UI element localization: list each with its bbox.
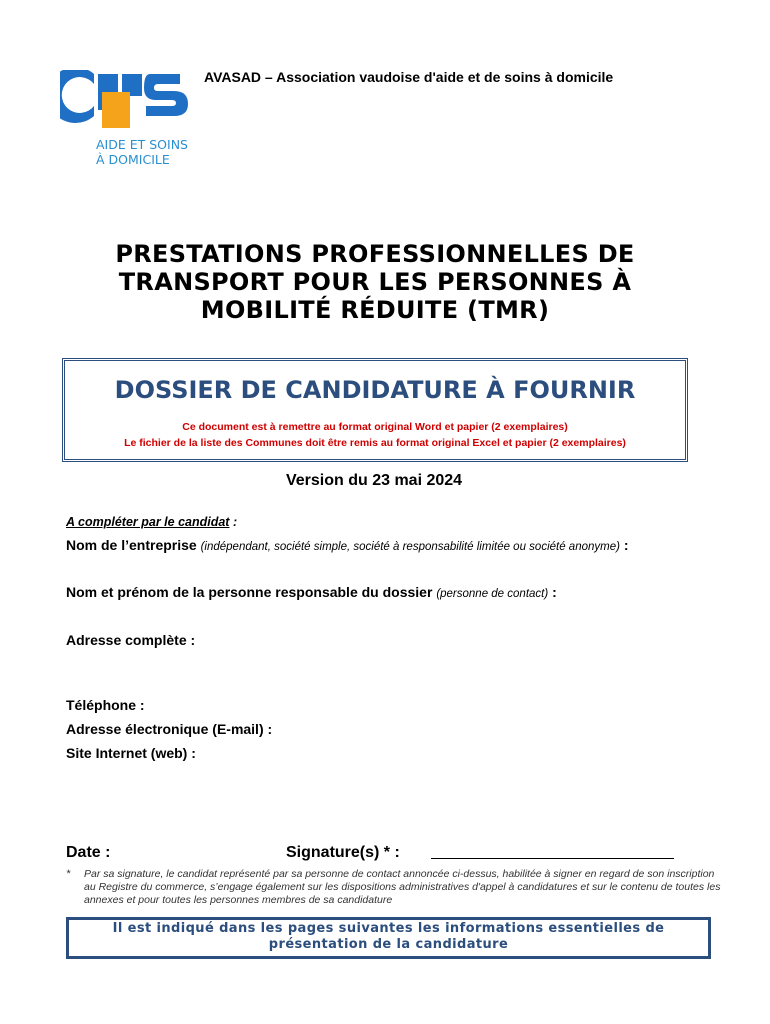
contact-field: [66, 584, 557, 600]
address-label: Adresse complète :: [66, 632, 196, 648]
section-label: [66, 515, 237, 529]
contact-hint: (personne de contact): [436, 588, 549, 600]
logo-text-line2: À DOMICILE: [96, 152, 170, 167]
footnote-marker: *: [66, 868, 71, 880]
dossier-note-word: Ce document est à remettre au format original Word et papier (2 exemplaires): [182, 421, 568, 433]
section-label-colon: :: [229, 515, 238, 529]
logo-letter-c: [60, 70, 94, 123]
title-line-3: MOBILITÉ RÉDUITE (TMR): [200, 296, 550, 324]
company-colon: :: [619, 537, 629, 553]
info-box-line1: Il est indiqué dans les pages suivantes les informations essentielles de: [112, 921, 665, 936]
date-label: Date :: [66, 844, 111, 861]
title-line-1: PRESTATIONS PROFESSIONNELLES DE: [115, 240, 635, 268]
dossier-heading: DOSSIER DE CANDIDATURE À FOURNIR: [114, 376, 636, 404]
logo-text-line1: AIDE ET SOINS: [96, 137, 188, 152]
footnote-text: Par sa signature, le candidat représenté par sa personne de contact annoncée ci-dessus, habilitée à signer en regard de son inscription au Registre du commerce, s’engage également sur les dispositions administratives d'appel à candidatures et sur le contenu de toutes les annexes et pour toutes les personnes membres de sa candidature: [84, 868, 721, 906]
company-label: Nom de l’entreprise: [66, 537, 197, 553]
signature-line[interactable]: [431, 858, 674, 859]
info-box-line2: présentation de la candidature: [268, 937, 509, 952]
signature-label: Signature(s) * :: [286, 844, 400, 861]
phone-label: Téléphone :: [66, 697, 145, 713]
logo-letter-s: [144, 74, 188, 116]
dossier-note-excel: Le fichier de la liste des Communes doit être remis au format original Excel et papier (2 exemplaires): [124, 437, 626, 449]
contact-label: Nom et prénom de la personne responsable du dossier: [66, 584, 433, 600]
contact-colon: :: [548, 584, 557, 600]
version-date: Version du 23 mai 2024: [285, 472, 463, 489]
logo-orange-square: [102, 92, 130, 128]
logo-text: [96, 137, 188, 167]
section-label-text: A compléter par le candidat: [66, 515, 230, 529]
company-hint: (indépendant, société simple, société à responsabilité limitée ou société anonyme): [200, 541, 620, 553]
email-label: Adresse électronique (E-mail) :: [66, 721, 273, 737]
page-title: [40, 240, 710, 324]
info-box-text: [66, 921, 711, 953]
web-label: Site Internet (web) :: [66, 745, 196, 761]
title-line-2: TRANSPORT POUR LES PERSONNES À: [118, 268, 632, 296]
organization-name: AVASAD – Association vaudoise d'aide et de soins à domicile: [204, 69, 614, 85]
company-field: [66, 537, 629, 553]
